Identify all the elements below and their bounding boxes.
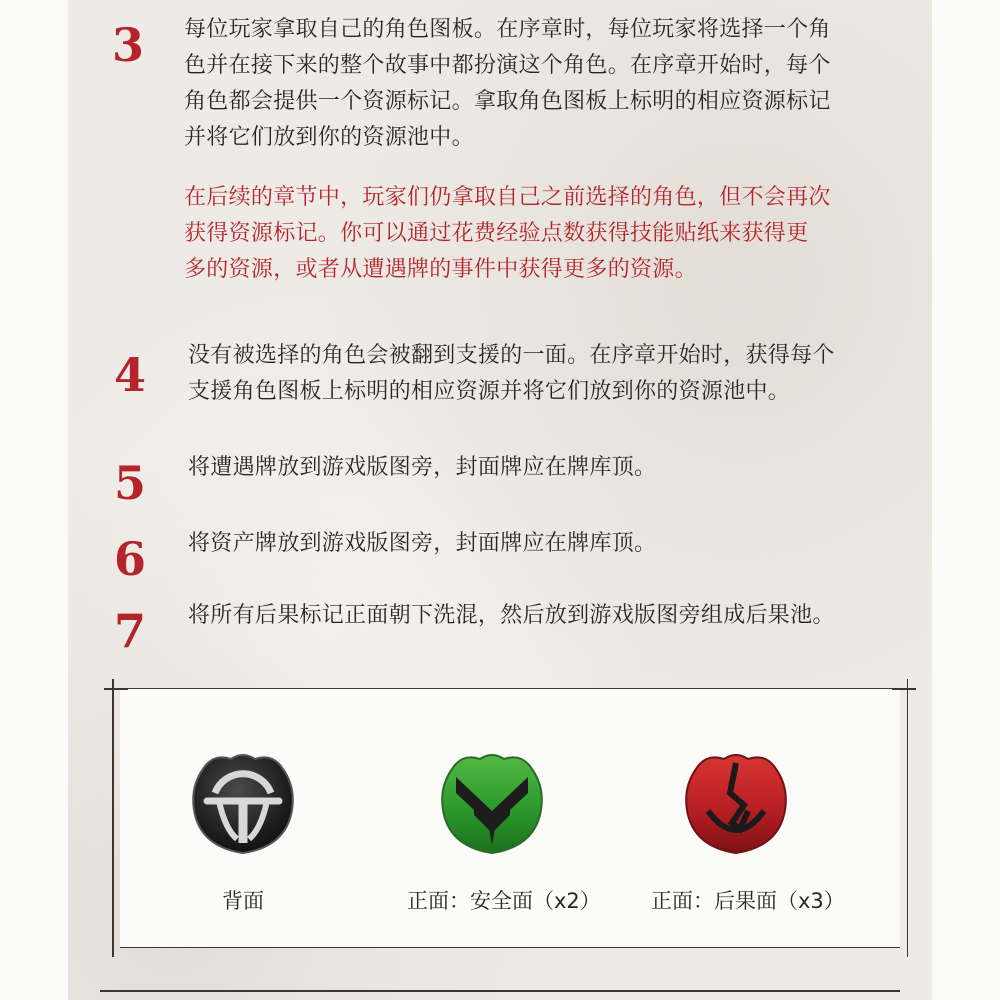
corner-tick <box>892 688 916 690</box>
step-text <box>188 338 908 410</box>
step-number: 5 <box>114 456 147 510</box>
page-margin-right <box>932 0 1000 1000</box>
agency-logo-icon <box>185 749 301 859</box>
note-line: 多的资源，或者从遭遇牌的事件中获得更多的资源。 <box>184 257 697 282</box>
text-line: 将资产牌放到游戏版图旁，封面牌应在牌库顶。 <box>188 531 657 556</box>
text-line: 将遭遇牌放到游戏版图旁，封面牌应在牌库顶。 <box>188 455 657 480</box>
text-line: 角色都会提供一个资源标记。拿取角色图板上标明的相应资源标记 <box>184 89 831 114</box>
page-margin-left <box>0 0 68 1000</box>
chevron-emblem-icon <box>434 749 550 859</box>
text-line: 色并在接下来的整个故事中都扮演这个角色。在序章开始时，每个 <box>184 53 831 78</box>
corner-tick <box>104 688 128 690</box>
token-label: 背面 <box>222 889 264 913</box>
text-line: 每位玩家拿取自己的角色图板。在序章时，每位玩家将选择一个角 <box>184 17 831 42</box>
step-number: 6 <box>114 532 147 586</box>
step-number: 3 <box>112 18 145 72</box>
text-line: 支援角色图板上标明的相应资源并将它们放到你的资源池中。 <box>188 379 791 404</box>
divider-line <box>100 990 900 992</box>
text-line: 没有被选择的角色会被翻到支援的一面。在序章开始时，获得每个 <box>188 343 835 368</box>
note-line: 在后续的章节中，玩家们仍拿取自己之前选择的角色，但不会再次 <box>184 185 831 210</box>
text-line: 并将它们放到你的资源池中。 <box>184 125 474 150</box>
token-label: 正面：后果面（x3） <box>651 889 845 913</box>
text-line: 将所有后果标记正面朝下洗混，然后放到游戏版图旁组成后果池。 <box>188 603 835 628</box>
step-text <box>188 526 908 562</box>
step-text <box>188 450 908 486</box>
step-number: 7 <box>114 604 147 658</box>
token-legend-box <box>120 688 900 948</box>
step-number: 4 <box>114 348 147 402</box>
token-label: 正面：安全面（x2） <box>407 889 601 913</box>
token-back <box>158 749 328 915</box>
step-text <box>188 598 908 634</box>
token-safe <box>407 749 601 915</box>
step-note <box>184 180 904 288</box>
crack-emblem-icon <box>678 749 794 859</box>
note-line: 获得资源标记。你可以通过花费经验点数获得技能贴纸来获得更 <box>184 221 809 246</box>
step-text <box>184 12 904 156</box>
token-consequence <box>651 749 845 915</box>
